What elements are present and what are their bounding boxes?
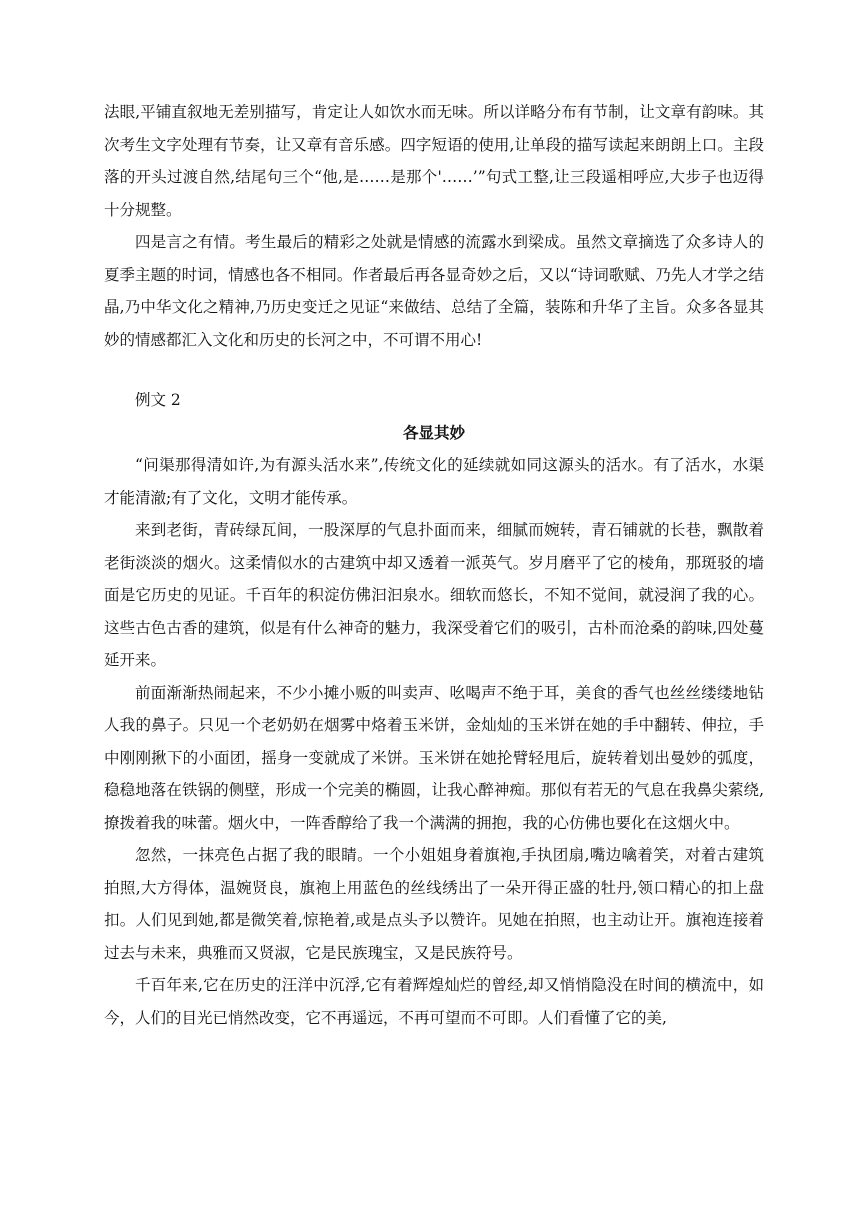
essay-paragraph-3: 前面渐渐热闹起来，不少小摊小贩的叫卖声、吆喝声不绝于耳，美食的香气也丝丝缕缕地钻人我的鼻子。只见一个老奶奶在烟雾中烙着玉米饼，金灿灿的玉米饼在她的手中翻转、伸拉，手中刚刚揪下的小面团，摇身一变就成了米饼。玉米饼在她抡臂轻甩后，旋转着划出曼妙的弧度，稳稳地落在铁锅的侧壁，形成一个完美的椭圆，让我心醉神痴。那似有若无的气息在我鼻尖萦绕,撩拨着我的味蕾。烟火中，一阵香醇给了我一个满满的拥抱，我的心仿佛也要化在这烟火中。: [104, 683, 764, 832]
paragraph-analysis-continued: 法眼,平铺直叙地无差别描写，肯定让人如饮水而无味。所以详略分布有节制，让文章有韵味。其次考生文字处理有节奏，让又章有音乐感。四字短语的使用,让单段的描写读起来朗朗上口。主段落的开头过渡自然,结尾句三个“他,是……是那个'……’”句式工整,让三段遥相呼应,大步子也迈得十分规整。: [104, 103, 764, 219]
essay-paragraph-4: 忽然，一抹亮色占据了我的眼睛。一个小姐姐身着旗袍,手执团扇,嘴边噙着笑，对着古建筑拍照,大方得体，温婉贤良，旗袍上用蓝色的丝线绣出了一朵开得正盛的牡丹,领口精心的扣上盘扣。人们见到她,都是微笑着,惊艳着,或是点头予以赞许。见她在拍照，也主动让开。旗袍连接着过去与未来，典雅而又贤淑，它是民族瑰宝，又是民族符号。: [104, 846, 764, 962]
essay-paragraph-1: “问渠那得清如许,为有源头活水来”,传统文化的延续就如同这源头的活水。有了活水，水渠才能清澈;有了文化，文明才能传承。: [104, 456, 764, 507]
essay-paragraph-2: 来到老街，青砖绿瓦间，一股深厚的气息扑面而来，细腻而婉转，青石铺就的长巷，飘散着老街淡淡的烟火。这柔情似水的古建筑中却又透着一派英气。岁月磨平了它的棱角，那斑驳的墙面是它历史的见证。千百年的积淀仿佛汩汩泉水。细软而悠长，不知不觉间，就浸润了我的心。这些古色古香的建筑，似是有什么神奇的魅力，我深受着它们的吸引，古朴而沧桑的韵味,四处蔓延开来。: [104, 521, 764, 669]
paragraph-analysis-emotion: 四是言之有情。考生最后的精彩之处就是情感的流露水到梁成。虽然文章摘选了众多诗人的夏季主题的时词，情感也各不相同。作者最后再各显奇妙之后，又以“诗词歌赋、乃先人才学之结晶,乃中华文化之精神,乃历史变迁之见证“来做结、总结了全篇，装陈和升华了主旨。众多各显其妙的情感都汇入文化和历史的长河之中，不可谓不用心!: [104, 233, 764, 349]
essay-title: 各显其妙: [402, 423, 465, 442]
section-gap: [104, 356, 764, 384]
essay-paragraph-5: 千百年来,它在历史的汪洋中沉浮,它有着辉煌灿烂的曾经,却又悄悄隐没在时间的横流中，如今，人们的目光已悄然改变，它不再遥远，不再可望而不可即。人们看懂了它的美,: [104, 976, 764, 1027]
example-label: 例文 2: [135, 391, 181, 409]
